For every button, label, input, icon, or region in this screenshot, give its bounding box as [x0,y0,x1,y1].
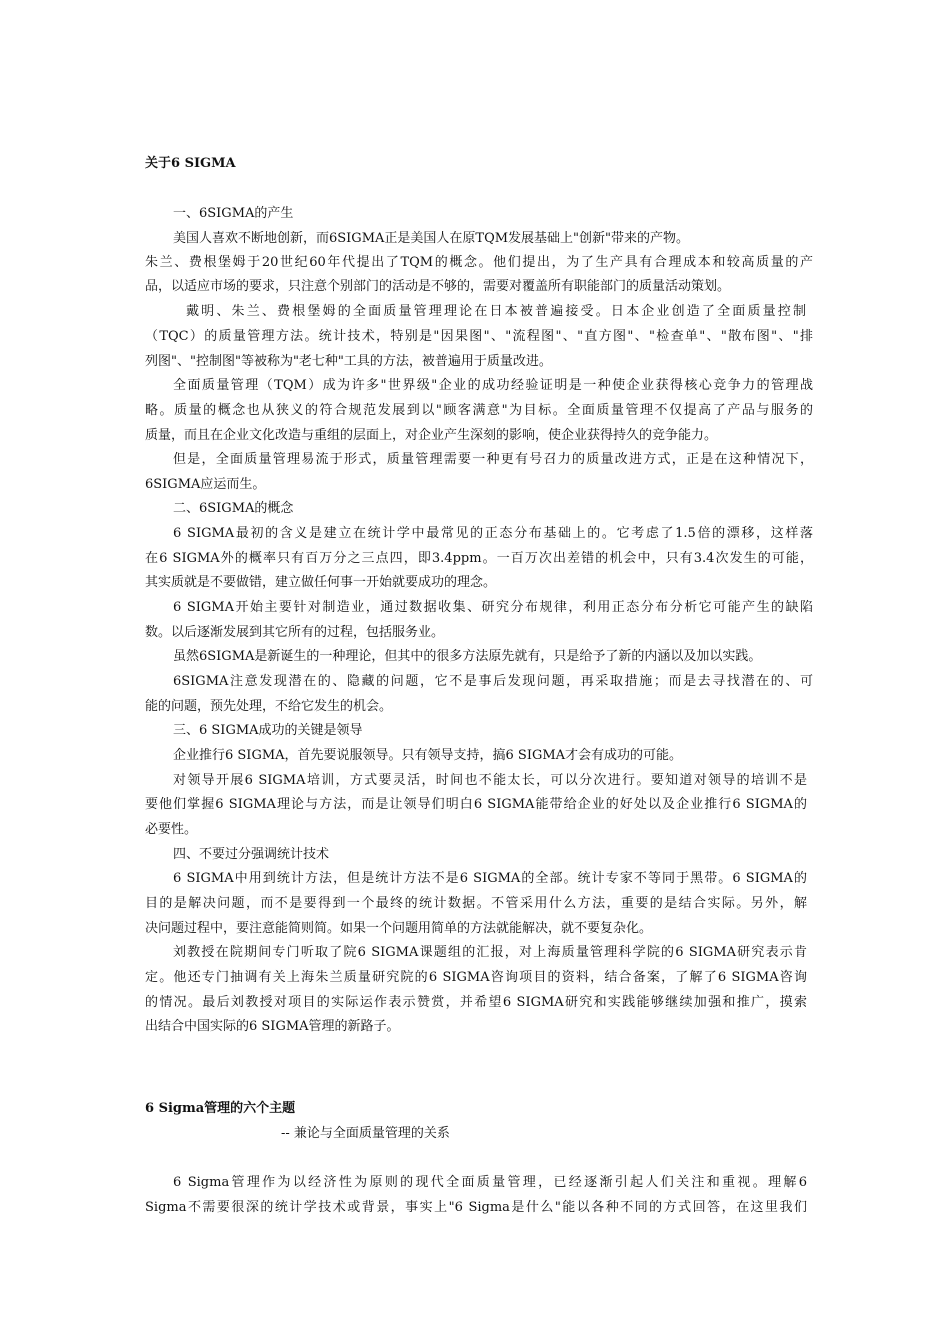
paragraph-line: 目的是解决问题，而不是要得到一个最终的统计数据。不管采用什么方法，重要的是结合实际。另外，解 [145,896,807,911]
paragraph-line: 朱兰、费根堡姆于20世纪60年代提出了TQM的概念。他们提出，为了生产具有合理成本和较高质量的产 [145,255,813,270]
paragraph-line: 6 SIGMA中用到统计方法，但是统计方法不是6 SIGMA的全部。统计专家不等同于黑带。6 SIGMA的 [173,871,807,886]
paragraph-line: 出结合中国实际的6 SIGMA管理的新路子。 [145,1019,400,1034]
paragraph-line: 定。他还专门抽调有关上海朱兰质量研究院的6 SIGMA咨询项目的资料，结合备案，了解了6 SIGMA咨询 [145,970,807,985]
paragraph-line: 虽然6SIGMA是新诞生的一种理论，但其中的很多方法原先就有，只是给予了新的内涵以及加以实践。 [173,649,762,664]
paragraph-line: 其实质就是不要做错，建立做任何事一开始就要成功的理念。 [145,575,497,590]
paragraph-line: 但是，全面质量管理易流于形式，质量管理需要一种更有号召力的质量改进方式，正是在这种情况下， [173,452,813,467]
paragraph-line: 必要性。 [145,822,198,837]
paragraph-line: 6SIGMA应运而生。 [145,477,266,492]
paragraph-line: 列图"、"控制图"等被称为"老七种"工具的方法，被普遍用于质量改进。 [145,354,552,369]
paragraph-line: 在6 SIGMA外的概率只有百万分之三点四，即3.4ppm。一百万次出差错的机会中，只有3.4次发生的可能， [145,551,813,566]
paragraph-line: 对领导开展6 SIGMA培训，方式要灵活，时间也不能太长，可以分次进行。要知道对领导的培训不是 [173,773,807,788]
paragraph-line: 略。质量的概念也从狭义的符合规范发展到以"顾客满意"为目标。全面质量管理不仅提高了产品与服务的 [145,403,813,418]
paragraph-line: 质量，而且在企业文化改造与重组的层面上，对企业产生深刻的影响，使企业获得持久的竞争能力。 [145,428,718,443]
paragraph-line: 6 Sigma管理作为以经济性为原则的现代全面质量管理，已经逐渐引起人们关注和重视。理解6 [173,1175,807,1190]
doc-title: 关于6 SIGMA [145,156,236,171]
paragraph-line: 企业推行6 SIGMA，首先要说服领导。只有领导支持，搞6 SIGMA才会有成功的可能。 [173,748,683,763]
paragraph-line: 能的问题，预先处理，不给它发生的机会。 [145,699,393,714]
section-heading: 一、6SIGMA的产生 [173,206,294,221]
paragraph-line: 刘教授在院期间专门听取了院6 SIGMA课题组的汇报，对上海质量管理科学院的6 SIGMA研究表示肯 [173,945,807,960]
doc-subtitle-2: -- 兼论与全面质量管理的关系 [281,1126,450,1141]
paragraph-line: 美国人喜欢不断地创新，而6SIGMA正是美国人在原TQM发展基础上"创新"带来的产物。 [173,231,689,246]
paragraph-line: （TQC）的质量管理方法。统计技术，特别是"因果图"、"流程图"、"直方图"、"检查单"、"散布图"、"排 [145,329,813,344]
paragraph-line: 戴明、朱兰、费根堡姆的全面质量管理理论在日本被普遍接受。日本企业创造了全面质量控制 [186,304,806,319]
paragraph-line: 6SIGMA注意发现潜在的、隐藏的问题，它不是事后发现问题，再采取措施；而是去寻找潜在的、可 [173,674,813,689]
paragraph-line: 要他们掌握6 SIGMA理论与方法，而是让领导们明白6 SIGMA能带给企业的好处以及企业推行6 SIGMA的 [145,797,807,812]
paragraph-line: 6 SIGMA最初的含义是建立在统计学中最常见的正态分布基础上的。它考虑了1.5倍的漂移，这样落 [173,526,813,541]
paragraph-line: 6 SIGMA开始主要针对制造业，通过数据收集、研究分布规律，利用正态分布分析它可能产生的缺陷 [173,600,813,615]
section-heading: 二、6SIGMA的概念 [173,501,294,516]
paragraph-line: 数。以后逐渐发展到其它所有的过程，包括服务业。 [145,625,445,640]
paragraph-line: 决问题过程中，要注意能简则简。如果一个问题用简单的方法就能解决，就不要复杂化。 [145,921,653,936]
paragraph-line: 的情况。最后刘教授对项目的实际运作表示赞赏，并希望6 SIGMA研究和实践能够继续加强和推广，摸索 [145,995,807,1010]
paragraph-line: 品，以适应市场的要求，只注意个别部门的活动是不够的，需要对覆盖所有职能部门的质量活动策划。 [145,279,731,294]
section-heading: 四、不要过分强调统计技术 [173,847,330,862]
paragraph-line: Sigma不需要很深的统计学技术或背景，事实上"6 Sigma是什么"能以各种不同的方式回答，在这里我们 [145,1200,807,1215]
paragraph-line: 全面质量管理（TQM）成为许多"世界级"企业的成功经验证明是一种使企业获得核心竞争力的管理战 [173,378,813,393]
section-heading: 三、6 SIGMA成功的关键是领导 [173,723,363,738]
doc-title-2: 6 Sigma管理的六个主题 [145,1101,296,1116]
